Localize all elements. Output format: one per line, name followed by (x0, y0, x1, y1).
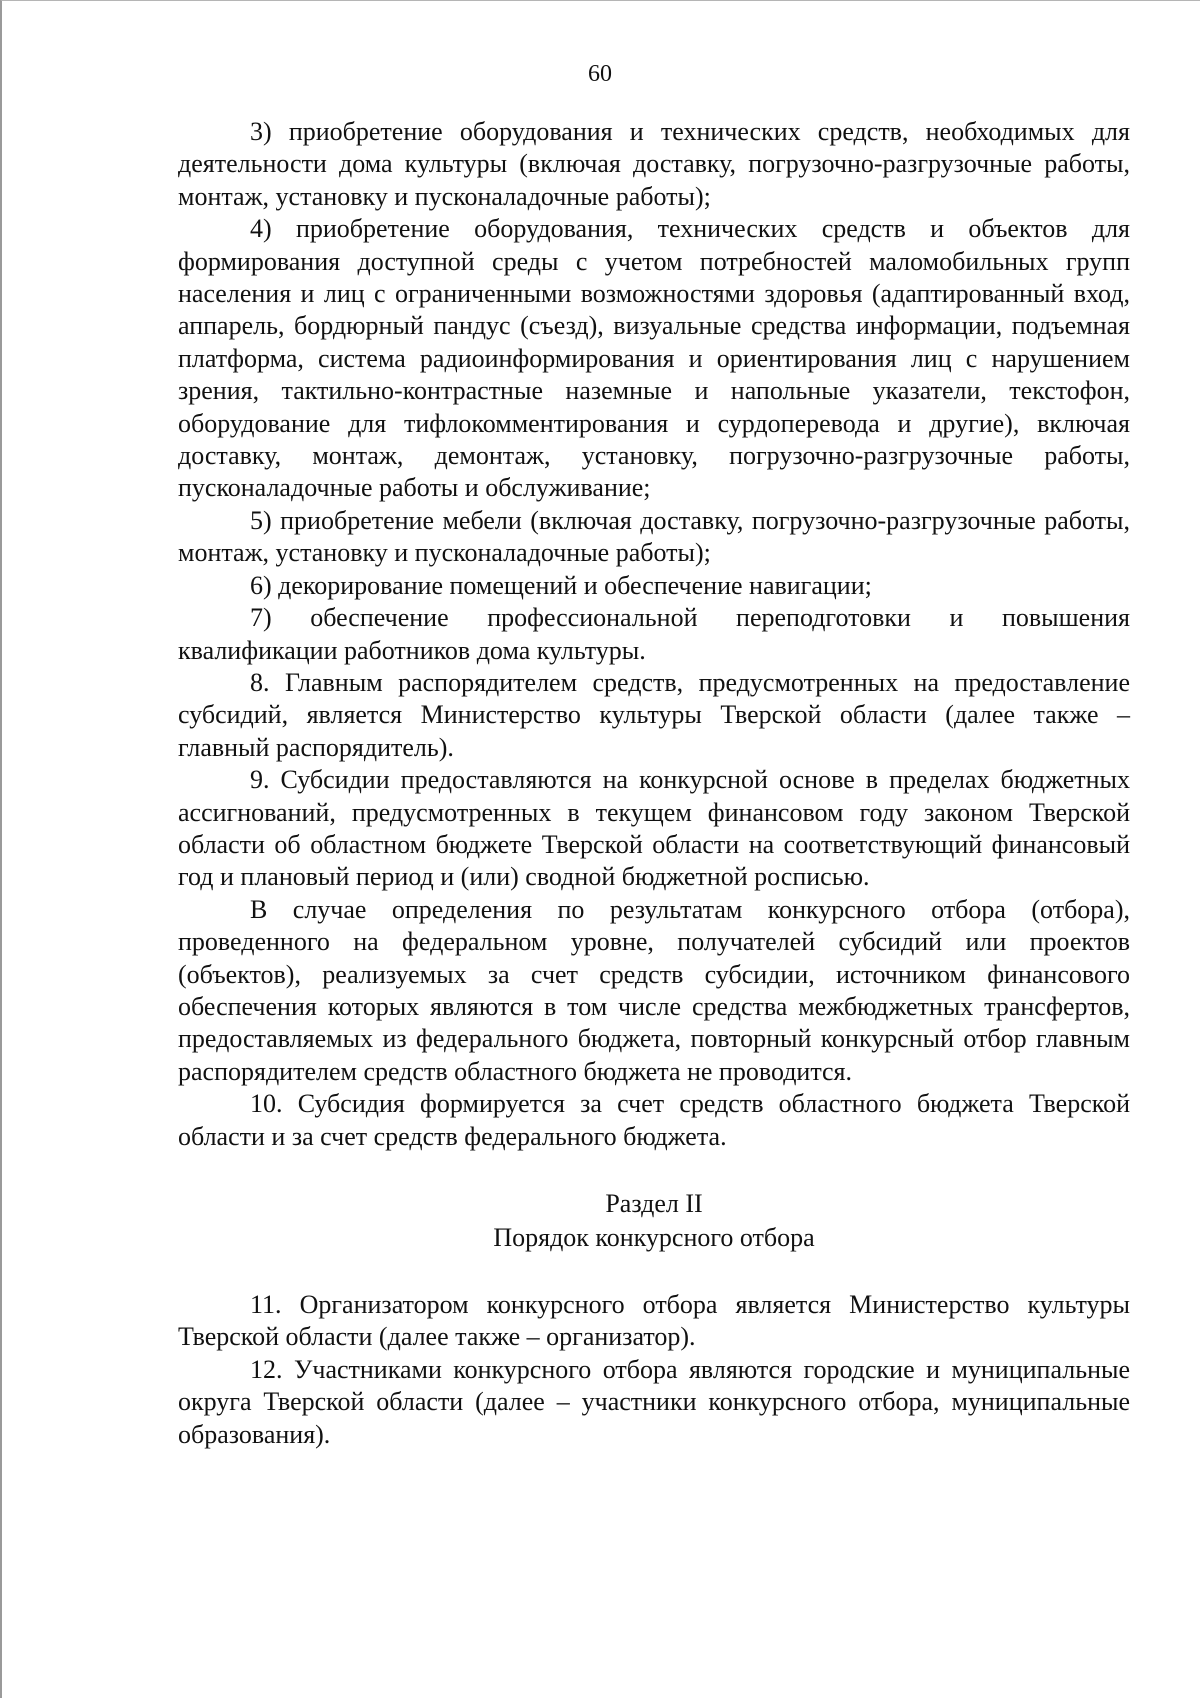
paragraph-clause-11: 11. Организатором конкурсного отбора является Министерство культуры Тверской области (далее также – организатор). (178, 1290, 1130, 1352)
paragraph-clause-9-continued: В случае определения по результатам конкурсного отбора (отбора), проведенного на федеральном уровне, получателей субсидий или проектов (объектов), реализуемых за счет средств субсидии, источником финансового обеспечения которых являются в том числе средства межбюджетных трансфертов, предоставляемых из федерального бюджета, повторный конкурсный отбор главным распорядителем средств областного бюджета не проводится. (178, 894, 1130, 1086)
paragraph-item-7: 7) обеспечение профессиональной переподготовки и повышения квалификации работников дома культуры. (178, 603, 1130, 665)
paragraph-clause-10: 10. Субсидия формируется за счет средств областного бюджета Тверской области и за счет средств федерального бюджета. (178, 1089, 1130, 1151)
section-title: Порядок конкурсного отбора (493, 1223, 815, 1252)
section-label: Раздел II (605, 1189, 703, 1218)
paragraph-item-5: 5) приобретение мебели (включая доставку, погрузочно-разгрузочные работы, монтаж, установку и пусконаладочные работы); (178, 505, 1130, 568)
page-number: 60 (588, 61, 612, 87)
paragraph-item-6: 6) декорирование помещений и обеспечение навигации; (250, 570, 872, 600)
paragraph-clause-8: 8. Главным распорядителем средств, предусмотренных на предоставление субсидий, является Министерство культуры Тверской области (далее также – главный распорядитель). (178, 667, 1130, 762)
section-heading (178, 1187, 1130, 1255)
document-body (178, 116, 1130, 1451)
paragraph-clause-12: 12. Участниками конкурсного отбора являются городские и муниципальные округа Тверской области (далее – участники конкурсного отбора, муниципальные образования). (178, 1354, 1130, 1449)
paragraph-clause-9: 9. Субсидии предоставляются на конкурсной основе в пределах бюджетных ассигнований, предусмотренных в текущем финансовом году законом Тверской области об областном бюджете Тверской области на соответствующий финансовый год и плановый период и (или) сводной бюджетной росписью. (178, 765, 1130, 892)
paragraph-item-4: 4) приобретение оборудования, технических средств и объектов для формирования доступной среды с учетом потребностей маломобильных групп населения и лиц с ограниченными возможностями здоровья (адаптированный вход, аппарель, бордюрный пандус (съезд), визуальные средства информации, подъемная платформа, система радиоинформирования и ориентирования лиц с нарушением зрения, тактильно-контрастные наземные и напольные указатели, текстофон, оборудование для тифлокомментирования и сурдоперевода и другие), включая доставку, монтаж, демонтаж, установку, погрузочно-разгрузочные работы, пусконаладочные работы и обслуживание; (178, 214, 1130, 503)
paragraph-item-3: 3) приобретение оборудования и технических средств, необходимых для деятельности дома культуры (включая доставку, погрузочно-разгрузочные работы, монтаж, установку и пусконаладочные работы); (178, 117, 1130, 211)
